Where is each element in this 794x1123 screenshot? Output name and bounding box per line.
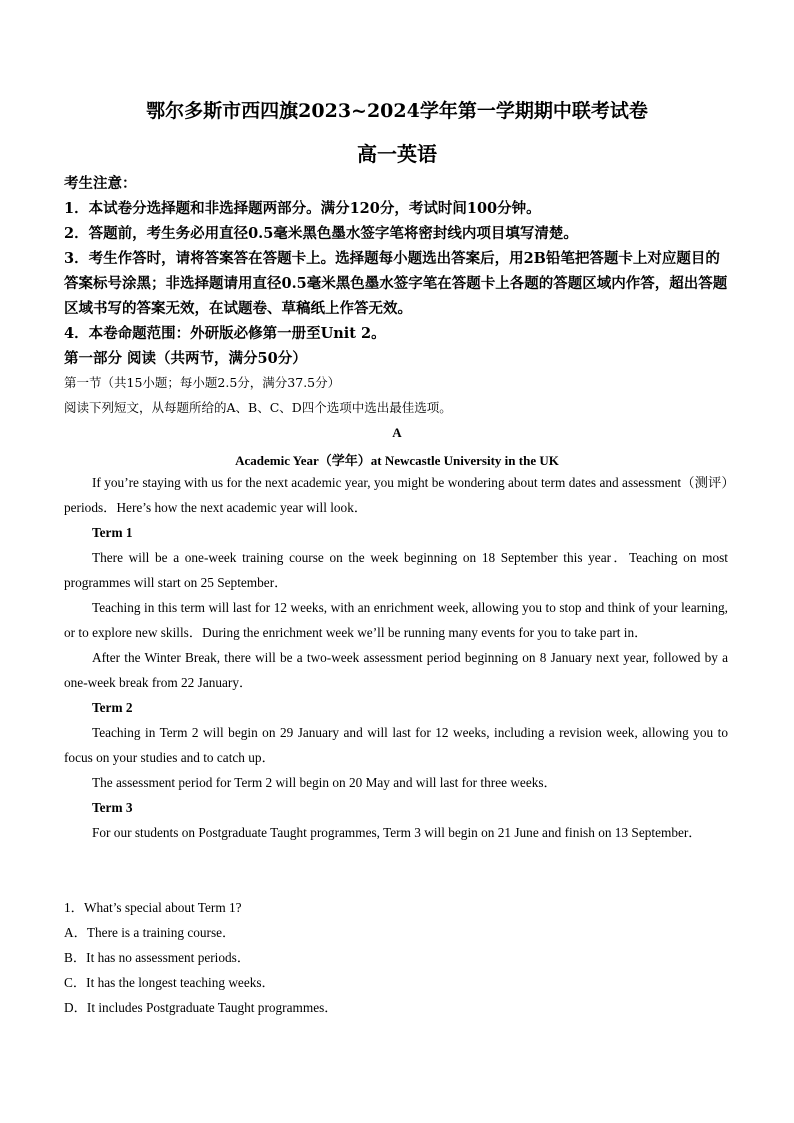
passage-paragraph: Teaching in this term will last for 12 weeks, with an enrichment week, allowing you to stop and think of your learning, or to explore new skills．During the enrichment week we’ll be running many events for you to take part in． [64, 600, 728, 640]
passage-paragraph: The assessment period for Term 2 will begin on 20 May and will last for three weeks． [92, 775, 557, 790]
answer-option-d: D．It includes Postgraduate Taught programmes． [64, 1000, 338, 1015]
passage-letter: A [392, 425, 402, 440]
section-instruction: 阅读下列短文，从每题所给的A、B、C、D四个选项中选出最佳选项。 [64, 400, 452, 415]
exam-title: 鄂尔多斯市西四旗2023~2024学年第一学期期中联考试卷 [146, 100, 648, 122]
notice-item: 2．答题前，考生务必用直径0.5毫米黑色墨水签字笔将密封线内项目填写清楚。 [64, 225, 578, 242]
passage-paragraph: For our students on Postgraduate Taught programmes, Term 3 will begin on 21 June and finish on 13 September． [92, 825, 702, 840]
notice-item: 4．本卷命题范围：外研版必修第一册至Unit 2。 [64, 325, 386, 342]
notice-heading: 考生注意： [64, 175, 137, 192]
answer-option-a: A．There is a training course． [64, 925, 236, 940]
answer-option-c: C．It has the longest teaching weeks． [64, 975, 275, 990]
notice-block [64, 171, 730, 371]
passage-paragraph: After the Winter Break, there will be a two-week assessment period beginning on 8 January next year, followed by a one-week break from 22 January． [64, 650, 728, 690]
term-heading: Term 1 [92, 525, 133, 540]
passage-body [64, 470, 728, 845]
passage-paragraph: Teaching in Term 2 will begin on 29 January and will last for 12 weeks, including a revision week, allowing you to focus on your studies and to catch up． [64, 725, 728, 765]
part-heading: 第一部分 阅读（共两节，满分50分） [64, 350, 307, 367]
exam-subject: 高一英语 [357, 142, 437, 166]
question-block [64, 895, 728, 1020]
notice-item: 1．本试卷分选择题和非选择题两部分。满分120分，考试时间100分钟。 [64, 200, 541, 217]
passage-paragraph: There will be a one-week training course on the week beginning on 18 September this year．Teaching on most programmes will start on 25 September． [64, 550, 728, 590]
answer-option-b: B．It has no assessment periods． [64, 950, 251, 965]
notice-item: 3．考生作答时，请将答案答在答题卡上。选择题每小题选出答案后，用2B铅笔把答题卡上对应题目的答案标号涂黑；非选择题请用直径0.5毫米黑色墨水签字笔在答题卡上各题的答题区域内作答，超出答题区域书写的答案无效，在试题卷、草稿纸上作答无效。 [64, 250, 728, 317]
term-heading: Term 2 [92, 700, 133, 715]
question-stem: 1．What’s special about Term 1? [64, 900, 242, 915]
passage-paragraph: If you’re staying with us for the next academic year, you might be wondering about term dates and assessment（测评）periods．Here’s how the next academic year will look． [64, 475, 728, 515]
term-heading: Term 3 [92, 800, 133, 815]
passage-title: Academic Year（学年）at Newcastle University in the UK [235, 453, 559, 468]
section-heading: 第一节（共15小题；每小题2.5分，满分37.5分） [64, 375, 341, 390]
